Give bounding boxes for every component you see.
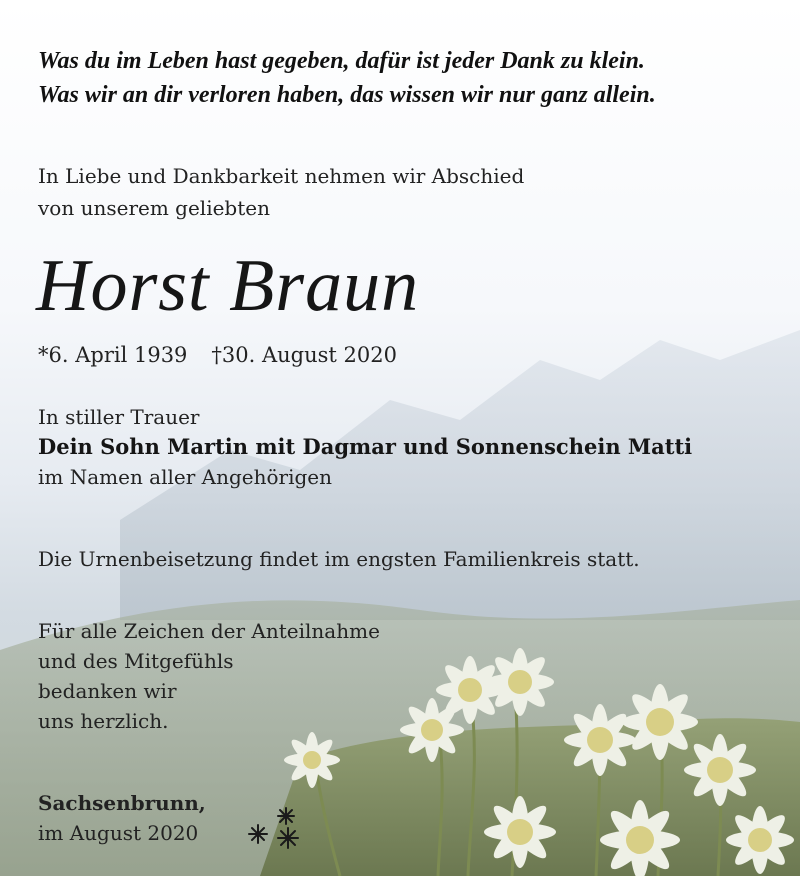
- mourners-heading: In stiller Trauer: [38, 405, 200, 429]
- thanks-line-1: Für alle Zeichen der Anteilnahme: [38, 619, 380, 643]
- closing-date: im August 2020: [38, 821, 199, 845]
- thanks-line-4: uns herzlich.: [38, 709, 169, 733]
- thanks-block: [38, 616, 380, 736]
- thanks-line-3: bedanken wir: [38, 679, 177, 703]
- edelweiss-ornament-icon: [236, 800, 306, 850]
- burial-note: Die Urnenbeisetzung findet im engsten Familienkreis statt.: [38, 547, 640, 571]
- mourners-relatives: im Namen aller Angehörigen: [38, 465, 333, 489]
- mourners-block: [38, 402, 692, 492]
- life-dates: [38, 340, 397, 370]
- deceased-name: Horst Braun: [36, 245, 420, 327]
- mourners-family: Dein Sohn Martin mit Dagmar und Sonnenschein Matti: [38, 434, 693, 459]
- intro-line-1: In Liebe und Dankbarkeit nehmen wir Abschied: [38, 164, 525, 188]
- motto-verse: [38, 44, 778, 112]
- place-name: Sachsenbrunn,: [38, 791, 206, 815]
- place-and-date: [38, 788, 206, 848]
- thanks-line-2: und des Mitgefühls: [38, 649, 234, 673]
- farewell-intro: [38, 160, 524, 224]
- birth-date: *6. April 1939: [38, 343, 188, 367]
- motto-line-2: Was wir an dir verloren haben, das wissen wir nur ganz allein.: [38, 82, 656, 108]
- motto-line-1: Was du im Leben hast gegeben, dafür ist jeder Dank zu klein.: [38, 48, 645, 74]
- intro-line-2: von unserem geliebten: [38, 196, 270, 220]
- death-date: †30. August 2020: [211, 343, 397, 367]
